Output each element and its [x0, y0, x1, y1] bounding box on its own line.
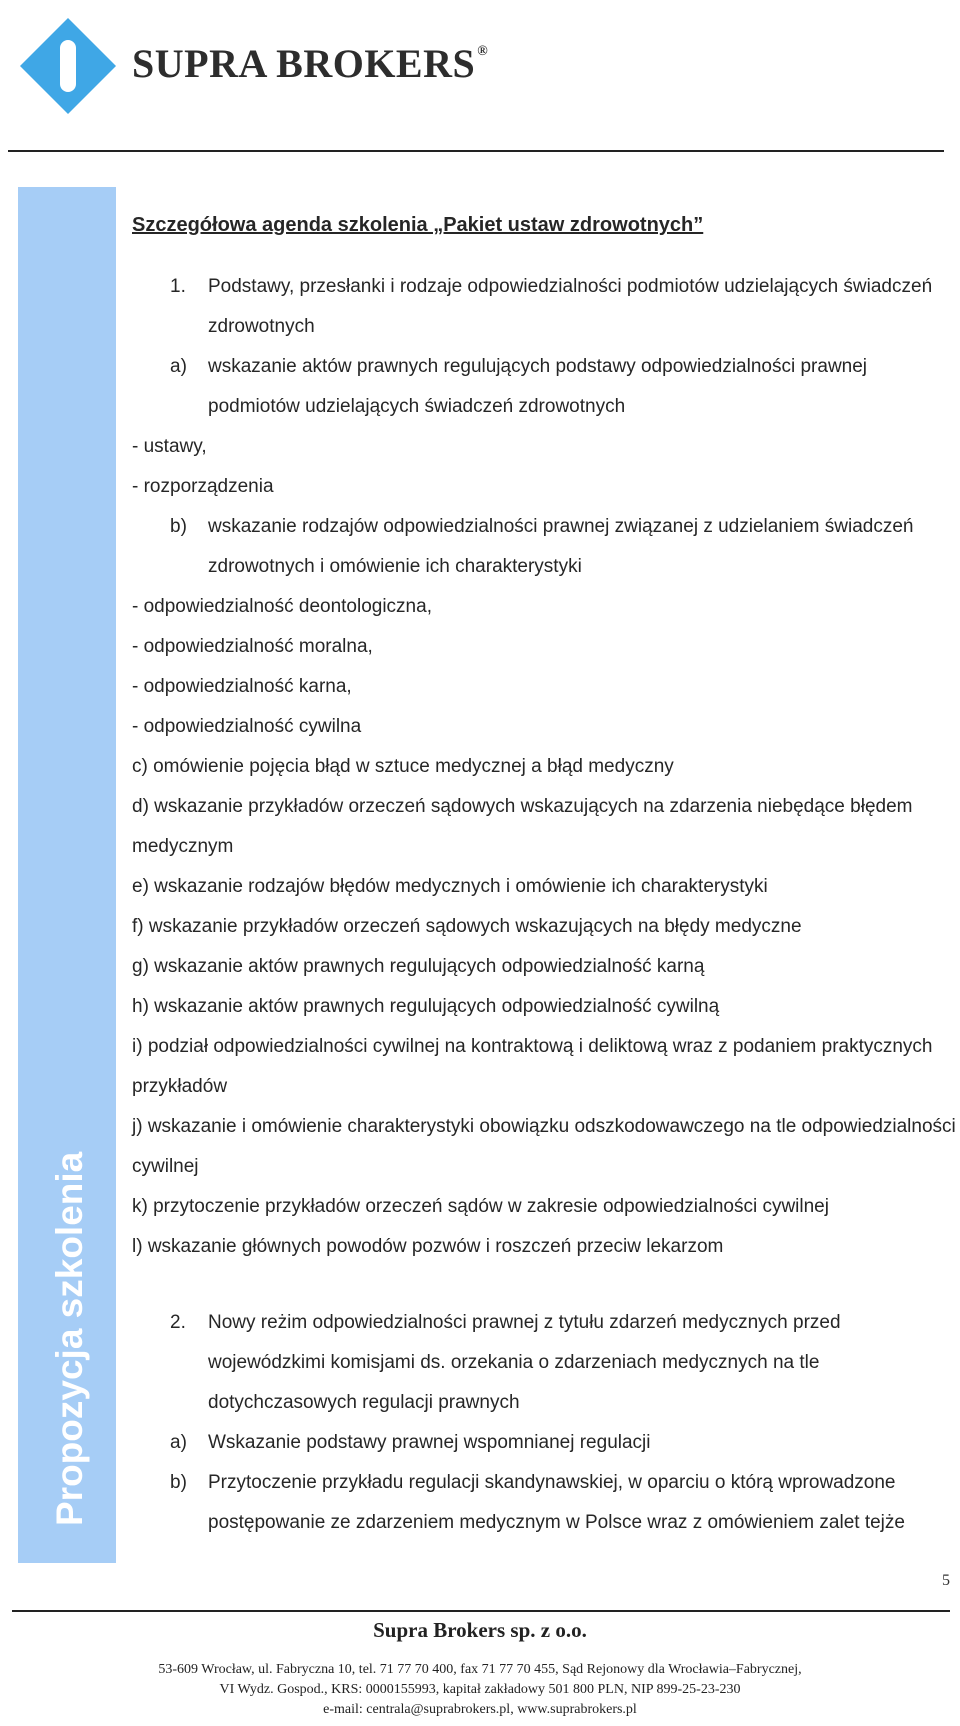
agenda-line: medycznym [132, 836, 234, 857]
agenda-line: j) wskazanie i omówienie charakterystyki obowiązku odszkodowawczego na tle odpowiedzialności [132, 1116, 956, 1137]
footer-company-name: Supra Brokers sp. z o.o. [373, 1618, 587, 1642]
agenda-line: i) podział odpowiedzialności cywilnej na kontraktową i deliktową wraz z podaniem praktycznych [132, 1036, 933, 1057]
list-item-1a: a) wskazanie aktów prawnych regulujących podstawy odpowiedzialności prawnej podmiotów udzielających świadczeń zdrowotnych [170, 356, 868, 417]
agenda-line: k) przytoczenie przykładów orzeczeń sądów w zakresie odpowiedzialności cywilnej [132, 1196, 829, 1217]
list-item-2a: a) Wskazanie podstawy prawnej wspomnianej regulacji [170, 1432, 651, 1453]
page-header [0, 0, 960, 152]
dash-item: - odpowiedzialność cywilna [132, 716, 362, 737]
dash-item: - ustawy, [132, 436, 207, 457]
footer-address: 53-609 Wrocław, ul. Fabryczna 10, tel. 71 77 70 400, fax 71 77 70 455, Sąd Rejonowy dla Wrocławia–Fabrycznej, [158, 1662, 802, 1677]
supra-brokers-logo-icon [18, 16, 118, 116]
agenda-line: c) omówienie pojęcia błąd w sztuce medycznej a błąd medyczny [132, 756, 674, 777]
brand-name: SUPRA BROKERS ® [132, 41, 489, 86]
agenda-line: h) wskazanie aktów prawnych regulujących odpowiedzialność cywilną [132, 996, 720, 1017]
document-body [132, 205, 960, 1543]
dash-item: - odpowiedzialność deontologiczna, [132, 596, 432, 617]
list-item-1b: b) wskazanie rodzajów odpowiedzialności prawnej związanej z udzielaniem świadczeń zdrowotnych i omówienie ich charakterystyki [170, 516, 914, 577]
dash-item: - odpowiedzialność karna, [132, 676, 352, 697]
agenda-line: cywilnej [132, 1156, 199, 1177]
page-number: 5 [942, 1572, 950, 1589]
document-title: Szczegółowa agenda szkolenia „Pakiet ustaw zdrowotnych” [132, 214, 704, 236]
agenda-line: f) wskazanie przykładów orzeczeń sądowych wskazujących na błędy medyczne [132, 916, 802, 937]
header-divider [8, 150, 944, 152]
footer-divider [12, 1610, 950, 1612]
spacer [132, 1267, 960, 1303]
agenda-line: przykładów [132, 1076, 228, 1097]
list-item-2b: b) Przytoczenie przykładu regulacji skandynawskiej, w oparciu o którą wprowadzone postępowanie ze zdarzeniem medycznym w Polsce wraz z omówieniem zalet tejże [170, 1472, 905, 1533]
agenda-line: d) wskazanie przykładów orzeczeń sądowych wskazujących na zdarzenia niebędące błędem [132, 796, 913, 817]
dash-item: - rozporządzenia [132, 476, 274, 497]
list-item-2: 2. Nowy reżim odpowiedzialności prawnej z tytułu zdarzeń medycznych przed wojewódzkimi komisjami ds. orzekania o zdarzeniach medycznych na tle dotychczasowych regulacji prawnych [170, 1312, 841, 1413]
agenda-line: g) wskazanie aktów prawnych regulujących odpowiedzialność karną [132, 956, 705, 977]
footer-registration: VI Wydz. Gospod., KRS: 0000155993, kapitał zakładowy 501 800 PLN, NIP 899-25-23-230 [219, 1682, 741, 1697]
agenda-line: l) wskazanie głównych powodów pozwów i roszczeń przeciw lekarzom [132, 1236, 724, 1257]
dash-item: - odpowiedzialność moralna, [132, 636, 373, 657]
agenda-line: e) wskazanie rodzajów błędów medycznych i omówienie ich charakterystyki [132, 876, 768, 897]
footer-contact: e-mail: centrala@suprabrokers.pl, www.suprabrokers.pl [323, 1702, 637, 1717]
list-item-1: 1. Podstawy, przesłanki i rodzaje odpowiedzialności podmiotów udzielających świadczeń zdrowotnych [170, 276, 933, 337]
